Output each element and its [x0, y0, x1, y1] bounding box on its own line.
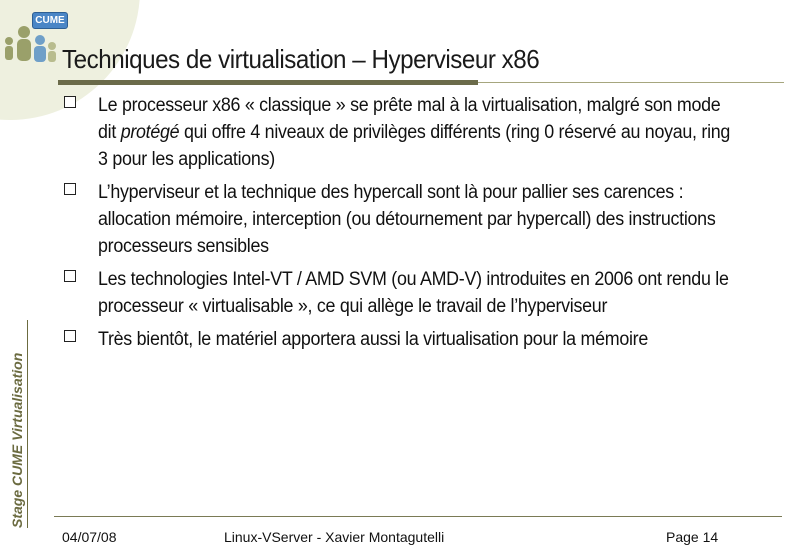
bullet-item [64, 326, 779, 353]
square-bullet-icon [64, 330, 76, 342]
bullet-text: Les technologies Intel-VT / AMD SVM (ou AMD-V) introduites en 2006 ont rendu le processeur « virtualisable », ce qui allège le travail de l’hyperviseur [98, 269, 729, 317]
bullet-list [64, 92, 779, 359]
title-underline-thin [478, 82, 784, 83]
bullet-item [64, 266, 779, 320]
square-bullet-icon [64, 96, 76, 108]
bullet-item [64, 92, 779, 173]
cume-logo [2, 10, 68, 66]
side-divider [27, 320, 28, 528]
slide-title: Techniques de virtualisation – Hyperviseur x86 [62, 44, 540, 74]
side-label: Stage CUME Virtualisation [9, 352, 25, 528]
logo-text: CUME [32, 12, 68, 29]
page-number: Page 14 [666, 529, 719, 545]
footer-divider [54, 516, 782, 517]
title-underline [58, 80, 478, 85]
emphasis: protégé [120, 122, 180, 143]
bullet-item [64, 179, 779, 260]
footer-date: 04/07/08 [62, 529, 117, 545]
bullet-text: Très bientôt, le matériel apportera aussi la virtualisation pour la mémoire [98, 329, 648, 350]
footer-author: Linux-VServer - Xavier Montagutelli [224, 529, 445, 545]
square-bullet-icon [64, 183, 76, 195]
square-bullet-icon [64, 270, 76, 282]
bullet-text: L’hyperviseur et la technique des hypercall sont là pour pallier ses carences : allocation mémoire, interception (ou détournement par hypercall) des instructions processeurs sensibles [98, 182, 716, 257]
bullet-text: Le processeur x86 « classique » se prête mal à la virtualisation, malgré son mode dit protégé qui offre 4 niveaux de privilèges différents (ring 0 réservé au noyau, ring 3 pour les applications) [98, 95, 731, 170]
